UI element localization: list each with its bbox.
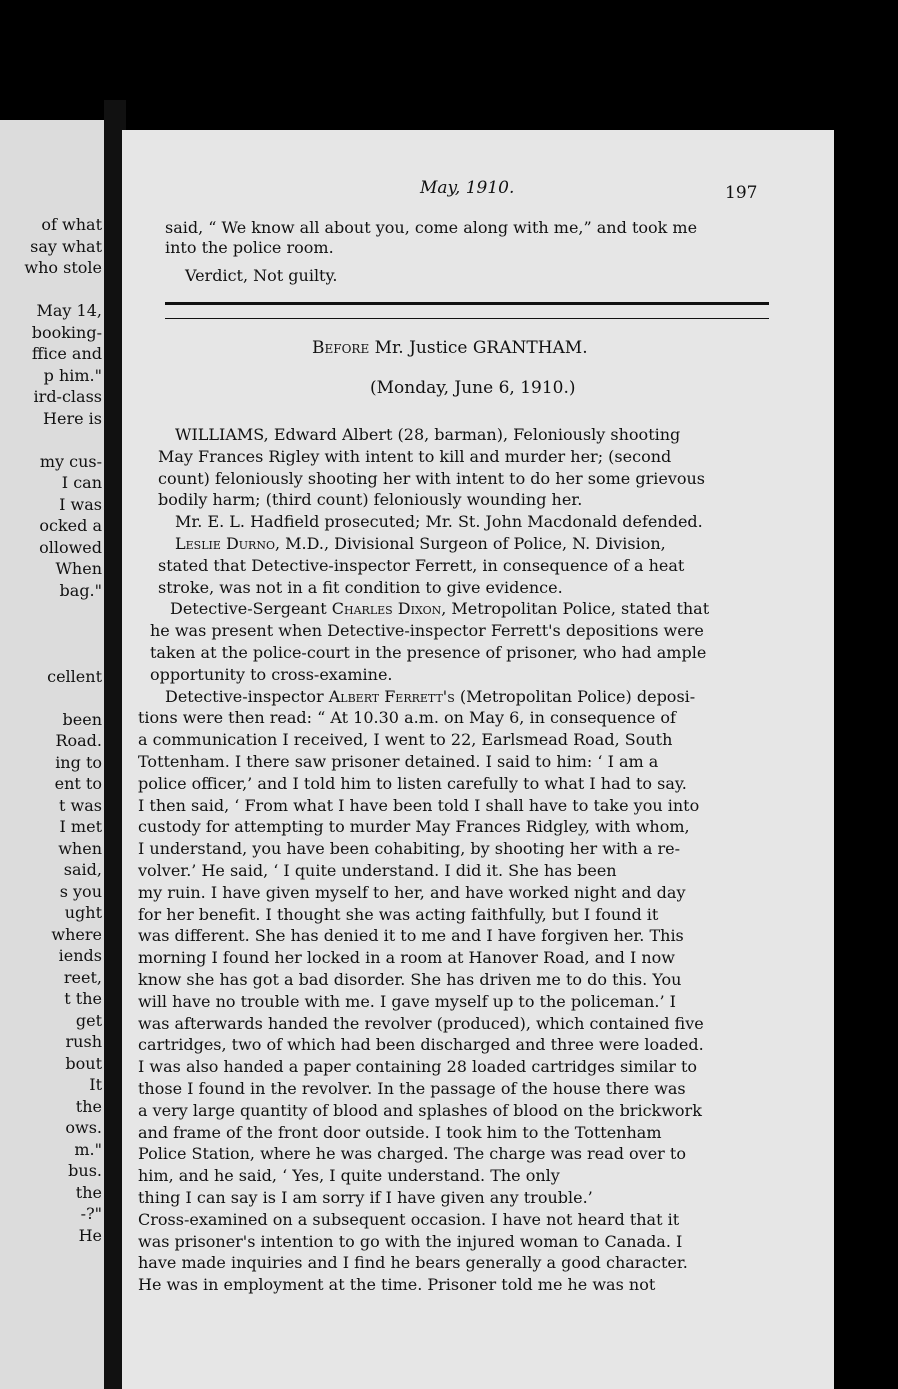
deposition-line (138, 1057, 697, 1077)
left-page-line: t the (64, 989, 102, 1008)
case-line (158, 490, 582, 510)
deposition-line (138, 905, 658, 925)
left-page-line: m." (74, 1139, 102, 1159)
text-span: was afterwards handed the revolver (produced), which contained five (138, 1013, 704, 1033)
left-page-line: the (75, 1096, 102, 1116)
deposition-line (138, 1035, 704, 1055)
left-page-line: of what (41, 215, 102, 234)
text-span: Charles Dixon (331, 599, 442, 619)
case-line (158, 469, 705, 489)
text-span: those I found in the revolver. In the passage of the house there was (138, 1079, 686, 1098)
page-number: 197 (725, 183, 758, 203)
deposition-line (138, 1166, 560, 1186)
text-span: Leslie Durno (175, 534, 275, 553)
left-page-line: say what (30, 236, 102, 256)
case-line (175, 425, 680, 445)
text-span: was prisoner's intention to go with the injured woman to Canada. I (138, 1231, 683, 1251)
deposition-line (138, 730, 672, 750)
left-page-line: ffice and (31, 344, 102, 363)
deposition-line (138, 1101, 702, 1121)
intro-line: said, “ We know all about you, come along with me,” and took me (165, 218, 698, 237)
left-page-line: Here is (43, 408, 102, 428)
left-page-line: bag." (59, 580, 102, 600)
left-page-line: get (75, 1010, 102, 1030)
text-span: a very large quantity of blood and splashes of blood on the brickwork (138, 1100, 702, 1120)
deposition-line (138, 1144, 686, 1164)
text-span: , M.D., Divisional Surgeon of Police, N. Division, (274, 534, 666, 553)
left-page-line: ent to (54, 774, 102, 793)
before-heading (312, 338, 588, 358)
left-page-line: I was (59, 494, 102, 514)
text-span: for her benefit. I thought she was acting faithfully, but I found it (138, 904, 659, 924)
left-page-line: where (51, 924, 102, 944)
left-page-line: bus. (68, 1161, 102, 1180)
left-page-line: ocked a (39, 516, 102, 535)
left-page-line: t was (59, 795, 102, 815)
section-rule-thin (165, 318, 769, 319)
left-page (0, 120, 108, 1389)
text-span: cartridges, two of which had been discharged and three were loaded. (138, 1035, 704, 1055)
dixon-line (150, 621, 704, 641)
left-page-line: reet, (63, 967, 102, 987)
dixon-line (150, 643, 706, 663)
text-span: , Metropolitan Police, stated that (441, 599, 710, 619)
dixon-line (170, 599, 709, 619)
durno-line (175, 534, 666, 554)
text-span: my ruin. I have given myself to her, and have worked night and day (138, 882, 686, 902)
left-page-line: booking- (31, 322, 102, 342)
deposition-line (165, 687, 695, 707)
text-span: stroke, was not in a fit condition to give evidence. (158, 577, 563, 597)
text-span: Detective-Sergeant (170, 599, 332, 619)
running-header-date: May, 1910. (420, 178, 515, 198)
deposition-line (138, 970, 681, 990)
text-span: Mr. E. L. Hadfield prosecuted; Mr. St. John Macdonald defended. (175, 512, 703, 532)
left-page-line: ught (64, 903, 102, 922)
deposition-line (138, 883, 686, 903)
text-span: May Frances Rigley with intent to kill and murder her; (second (158, 446, 672, 466)
before-prefix: Before (312, 338, 370, 358)
text-span: I then said, ‘ From what I have been told I shall have to take you into (138, 795, 700, 815)
left-page-line: It (89, 1075, 102, 1094)
text-span: a communication I received, I went to 22, Earlsmead Road, South (138, 730, 673, 750)
deposition-line (138, 1188, 593, 1208)
deposition-line (138, 796, 699, 816)
text-span: Albert Ferrett's (328, 686, 455, 706)
judge-name: Mr. Justice GRANTHAM. (369, 338, 588, 358)
text-span: He was in employment at the time. Prisoner told me he was not (138, 1275, 656, 1295)
left-page-line: said, (63, 860, 102, 879)
left-page-line: ing to (55, 752, 102, 772)
deposition-line (138, 1253, 688, 1273)
deposition-line (138, 1014, 704, 1034)
left-page-line: p him." (43, 365, 102, 385)
deposition-line (138, 948, 675, 968)
text-span: he was present when Detective-inspector Ferrett's depositions were (150, 621, 704, 641)
text-span: thing I can say is I am sorry if I have given any trouble.’ (138, 1188, 593, 1207)
left-page-line: I can (61, 473, 102, 492)
deposition-line (138, 839, 680, 859)
verdict: Verdict, Not guilty. (185, 266, 338, 285)
text-span: custody for attempting to murder May Frances Ridgley, with whom, (138, 817, 690, 837)
text-span: and frame of the front door outside. I took him to the Tottenham (138, 1122, 662, 1142)
text-span: taken at the police-court in the presence of prisoner, who had ample (150, 643, 707, 662)
text-span: tions were then read: “ At 10.30 a.m. on May 6, in consequence of (138, 708, 676, 728)
left-page-line: been (62, 709, 102, 729)
hearing-date: (Monday, June 6, 1910.) (370, 378, 576, 398)
text-span: (Metropolitan Police) deposi- (454, 686, 696, 706)
durno-line (158, 556, 684, 576)
text-span: Police Station, where he was charged. The charge was read over to (138, 1144, 686, 1164)
deposition-line (138, 774, 687, 794)
deposition-line (138, 708, 676, 728)
durno-line (158, 578, 563, 598)
left-page-line: the (75, 1182, 102, 1202)
text-span: have made inquiries and I find he bears generally a good character. (138, 1253, 688, 1273)
left-page-line: When (55, 559, 102, 578)
left-page-line: ows. (65, 1118, 102, 1137)
left-page-line: s you (59, 881, 102, 901)
text-span: opportunity to cross-examine. (150, 664, 393, 684)
text-span: Detective-inspector (165, 686, 329, 706)
text-span: I understand, you have been cohabiting, by shooting her with a re- (138, 839, 681, 859)
left-page-line: I met (59, 817, 102, 836)
left-page-line: May 14, (36, 301, 102, 320)
case-line (158, 447, 671, 467)
text-span: Cross-examined on a subsequent occasion. I have not heard that it (138, 1209, 680, 1229)
text-span: know she has got a bad disorder. She has driven me to do this. You (138, 970, 682, 989)
left-page-line: bout (65, 1053, 102, 1073)
text-span: I was also handed a paper containing 28 loaded cartridges similar to (138, 1057, 698, 1077)
intro-line: into the police room. (165, 238, 334, 257)
left-page-line: He (78, 1225, 102, 1245)
left-page-line: ird-class (33, 387, 102, 406)
deposition-line (138, 1275, 655, 1295)
text-span: bodily harm; (third count) feloniously wounding her. (158, 490, 583, 510)
left-page-line: when (58, 838, 102, 858)
text-span: count) feloniously shooting her with intent to do her some grievous (158, 468, 706, 488)
text-span: Tottenham. I there saw prisoner detained. I said to him: ‘ I am a (138, 752, 659, 771)
text-span: will have no trouble with me. I gave myself up to the policeman.’ I (138, 991, 676, 1011)
dixon-line (150, 665, 393, 685)
text-span: was different. She has denied it to me and I have forgiven her. This (138, 926, 684, 946)
deposition-line (138, 861, 617, 881)
left-page-line: iends (58, 946, 102, 965)
counsel-line (175, 512, 703, 532)
left-page-line: rush (65, 1032, 102, 1051)
text-span: stated that Detective-inspector Ferrett, in consequence of a heat (158, 555, 685, 575)
left-page-line: Road. (55, 731, 102, 750)
deposition-line (138, 817, 690, 837)
left-page-line: my cus- (39, 451, 102, 471)
deposition-line (138, 752, 658, 772)
section-rule-thick (165, 302, 769, 305)
left-page-line: cellent (47, 666, 102, 686)
text-span: volver.’ He said, ‘ I quite understand. I did it. She has been (138, 861, 617, 880)
deposition-line (138, 1232, 682, 1252)
text-span: him, and he said, ‘ Yes, I quite understand. The only (138, 1166, 560, 1186)
deposition-line (138, 1123, 662, 1143)
text-span: morning I found her locked in a room at Hanover Road, and I now (138, 948, 675, 968)
deposition-line (138, 1210, 679, 1230)
left-page-line: -?" (80, 1204, 102, 1223)
text-span: WILLIAMS, Edward Albert (28, barman), Feloniously shooting (175, 425, 681, 444)
left-page-line: who stole (24, 258, 102, 277)
deposition-line (138, 992, 676, 1012)
left-page-line: ollowed (39, 537, 102, 557)
text-span: police officer,’ and I told him to listen carefully to what I had to say. (138, 773, 687, 793)
deposition-line (138, 1079, 686, 1099)
deposition-line (138, 926, 684, 946)
